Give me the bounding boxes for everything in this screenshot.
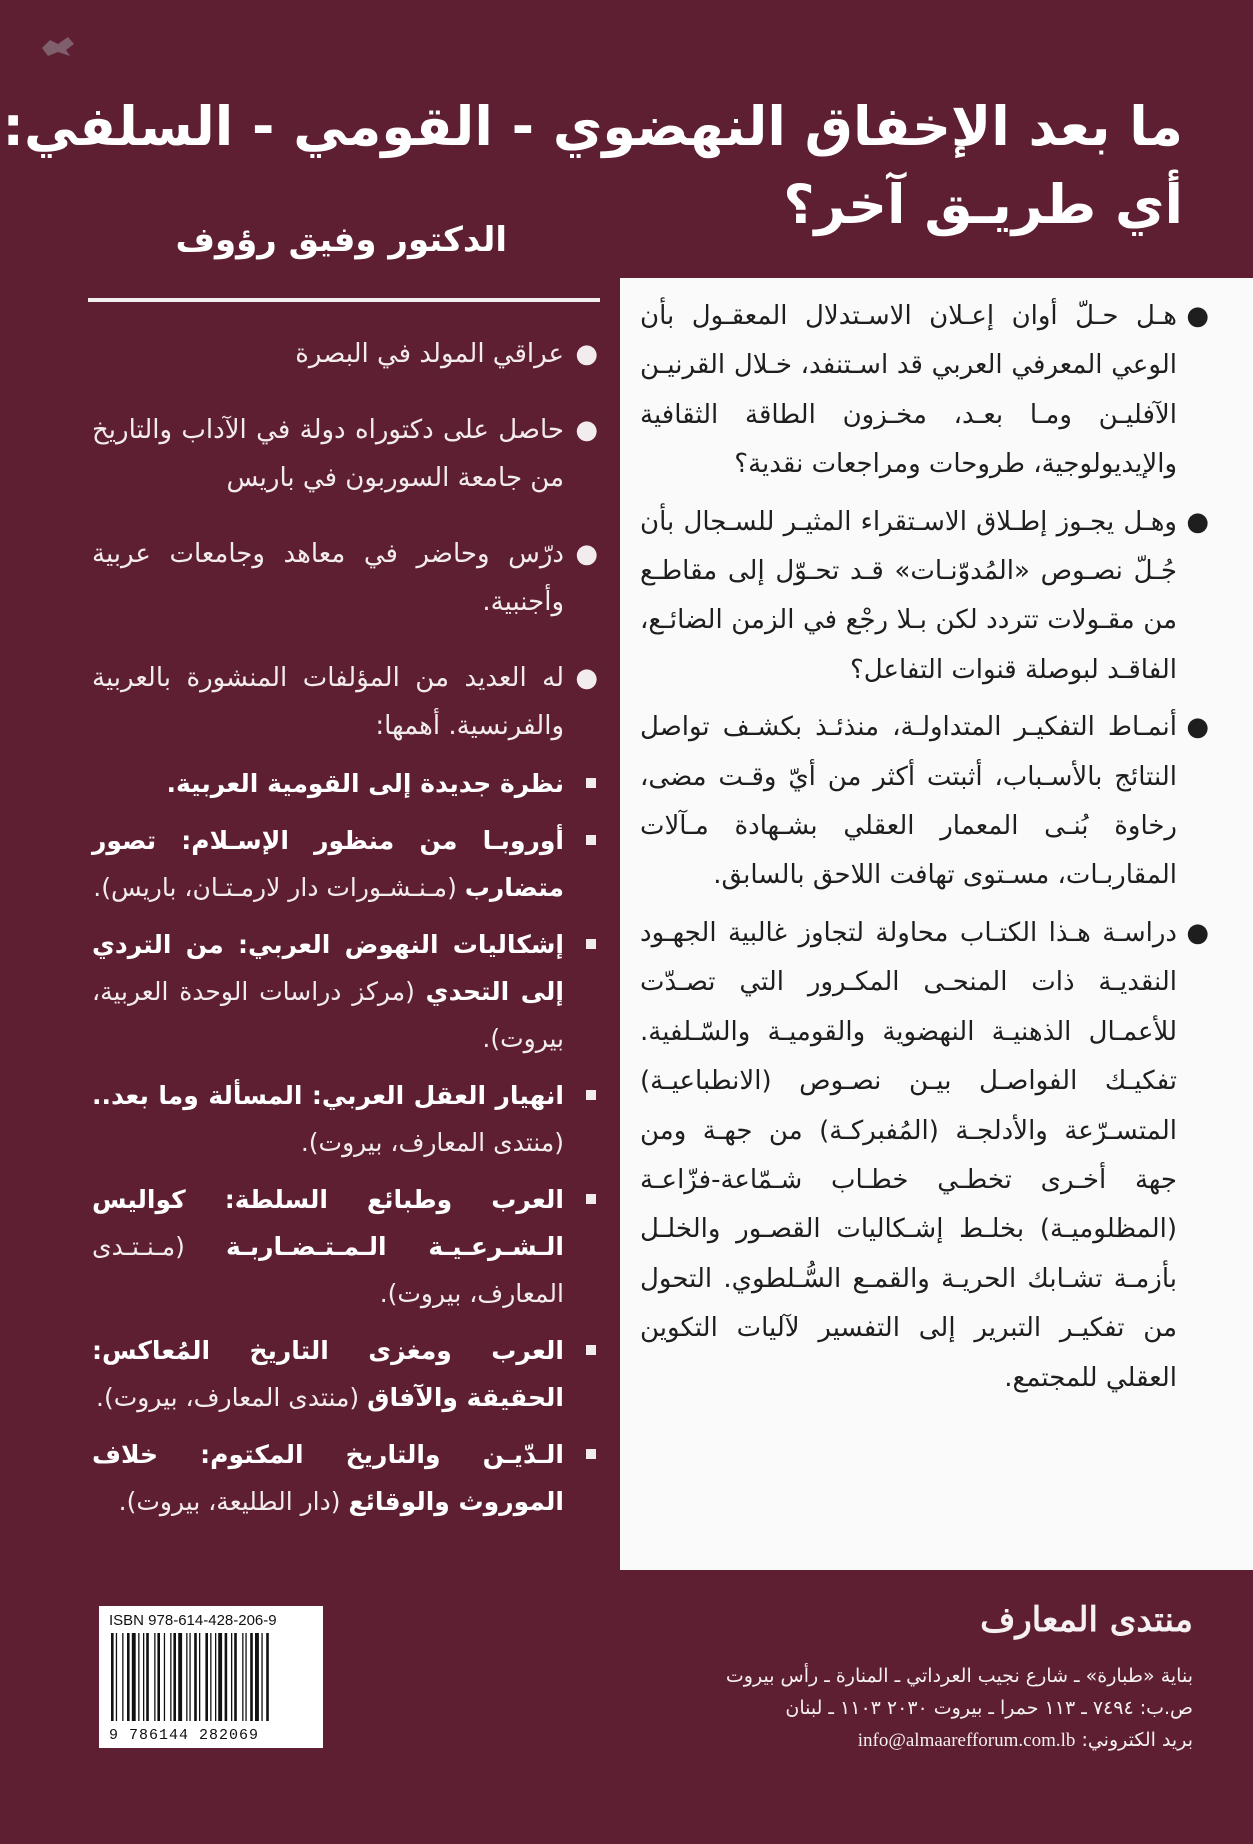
bio-item: ● له العديد من المؤلفات المنشورة بالعربية والفرنسية. أهمها:: [92, 654, 600, 750]
publisher-info: [726, 1600, 1193, 1757]
isbn-digits: 9 786144 282069: [109, 1727, 260, 1744]
bio-list: [92, 330, 600, 1525]
bullet-icon: ●: [575, 415, 598, 445]
synopsis-paragraph: ● هـل حـلّ أوان إعـلان الاسـتدلال المعقـول بأن الوعي المعرفي العربي قد اسـتنفد، خـلال القرنيـن الآفليـن ومـا بعـد، مخـزون الطاقة الثقافية والإيديولوجية، طروحات ومراجعات نقدية؟: [640, 292, 1213, 490]
publisher-pobox: ص.ب: ٧٤٩٤ ـ ١١٣ حمرا ـ بيروت ٢٠٣٠ ١١٠٣ ـ لبنان: [785, 1697, 1193, 1719]
book-item: انهيار العقل العربي: المسألة وما بعد.. (منتدى المعارف، بيروت).: [92, 1072, 600, 1166]
book-item: العرب وطبائع السلطة: كواليس الـشـرعـيـة الـمـتـضـاربـة (مـنـتـدى المعارف، بيروت).: [92, 1176, 600, 1317]
bullet-icon: ●: [1186, 712, 1209, 743]
bullet-icon: ●: [575, 339, 598, 369]
bio-item: ● درّس وحاضر في معاهد وجامعات عربية وأجنبية.: [92, 530, 600, 626]
book-item: نظرة جديدة إلى القومية العربية.: [92, 760, 600, 807]
bullet-icon: ●: [575, 663, 598, 693]
title-line-2: أي طريـق آخر؟: [783, 173, 1183, 236]
author-name: الدكتور وفيق رؤوف: [175, 220, 507, 260]
square-bullet-icon: [586, 1345, 596, 1355]
square-bullet-icon: [586, 835, 596, 845]
author-bio: [92, 330, 600, 1535]
publisher-address: بناية «طبارة» ـ شارع نجيب العرداتي ـ المنارة ـ رأس بيروت: [725, 1665, 1193, 1687]
synopsis-list: [640, 292, 1213, 1403]
divider: [88, 298, 600, 302]
email-label: بريد الكتروني:: [1081, 1729, 1193, 1751]
email-address: info@almaarefforum.com.lb: [857, 1730, 1076, 1751]
isbn-label: ISBN 978-614-428-206-9: [109, 1612, 277, 1629]
synopsis-paragraph: ● دراسـة هـذا الكتـاب محاولة لتجاوز غالبية الجهـود النقديـة ذات المنحـى المكـرور التي تصـدّت للأعمـال الذهنيـة النهضوية والقوميـة والسّـلفية. تفكيـك الفواصـل بيـن نصـوص (الانطباعيـة) المتسـرّعة والأدلجـة (المُفبركـة) من جهـة ومن جهة أخـرى تخطـي خطـاب شـمّاعة-فزّاعـة (المظلوميـة) بخلـط إشـكاليات القصـور والخلـل بأزمـة تشـابك الحريـة والقمـع السُّـلطوي. التحول من تفكيـر التبرير إلى التفسير لآليات التكوين العقلي للمجتمع.: [640, 909, 1213, 1403]
square-bullet-icon: [586, 1194, 596, 1204]
bio-item: ● حاصل على دكتوراه دولة في الآداب والتاريخ من جامعة السوربون في باريس: [92, 406, 600, 502]
bullet-icon: ●: [1186, 506, 1209, 537]
title-line-1: ما بعد الإخفاق النهضوي - القومي - السلفي:: [2, 95, 1183, 158]
bullet-icon: ●: [1186, 301, 1209, 331]
square-bullet-icon: [586, 939, 596, 949]
publisher-email-line: [726, 1724, 1193, 1757]
square-bullet-icon: [586, 778, 596, 788]
synopsis-paragraph: ● أنمـاط التفكيـر المتداولـة، منذئـذ بكشـف تواصل النتائج بالأسـباب، أثبتت أكثر من أيّ وقـت مضى، رخاوة بُنـى المعمار العقلي بشـهادة مـآلات المقاربـات، مسـتوى تهافت اللاحق بالسابق.: [640, 703, 1213, 901]
square-bullet-icon: [586, 1449, 596, 1459]
ink-smudge: [38, 34, 78, 58]
publisher-logo: منتدى المعارف: [980, 1600, 1193, 1640]
book-item: الـدّيـن والتاريخ المكتوم: خلاف الموروث والوقائع (دار الطليعة، بيروت).: [92, 1431, 600, 1525]
bio-item: ● عراقي المولد في البصرة: [92, 330, 600, 378]
synopsis-box: [620, 278, 1253, 1570]
book-item: أوروبـا من منظور الإسـلام: تصور متضارب (مـنـشـورات دار لارمـتـان، باريس).: [92, 817, 600, 911]
barcode-bars: [109, 1633, 313, 1721]
barcode: [99, 1606, 323, 1748]
square-bullet-icon: [586, 1090, 596, 1100]
book-item: العرب ومغزى التاريخ المُعاكس: الحقيقة والآفاق (منتدى المعارف، بيروت).: [92, 1327, 600, 1421]
synopsis-paragraph: ● وهـل يجـوز إطـلاق الاسـتقراء المثيـر للسـجال بأن جُـلّ نصـوص «المُدوّنـات» قـد تحـوّل إلى مقاطـع من مقـولات تتردد لكن بـلا رجْع في الزمن الضائـع، الفاقـد لبوصلة قنوات التفاعل؟: [640, 498, 1213, 696]
bullet-icon: ●: [575, 539, 598, 569]
bullet-icon: ●: [1186, 917, 1209, 948]
book-item: إشكاليات النهوض العربي: من التردي إلى التحدي (مركز دراسات الوحدة العربية، بيروت).: [92, 921, 600, 1062]
